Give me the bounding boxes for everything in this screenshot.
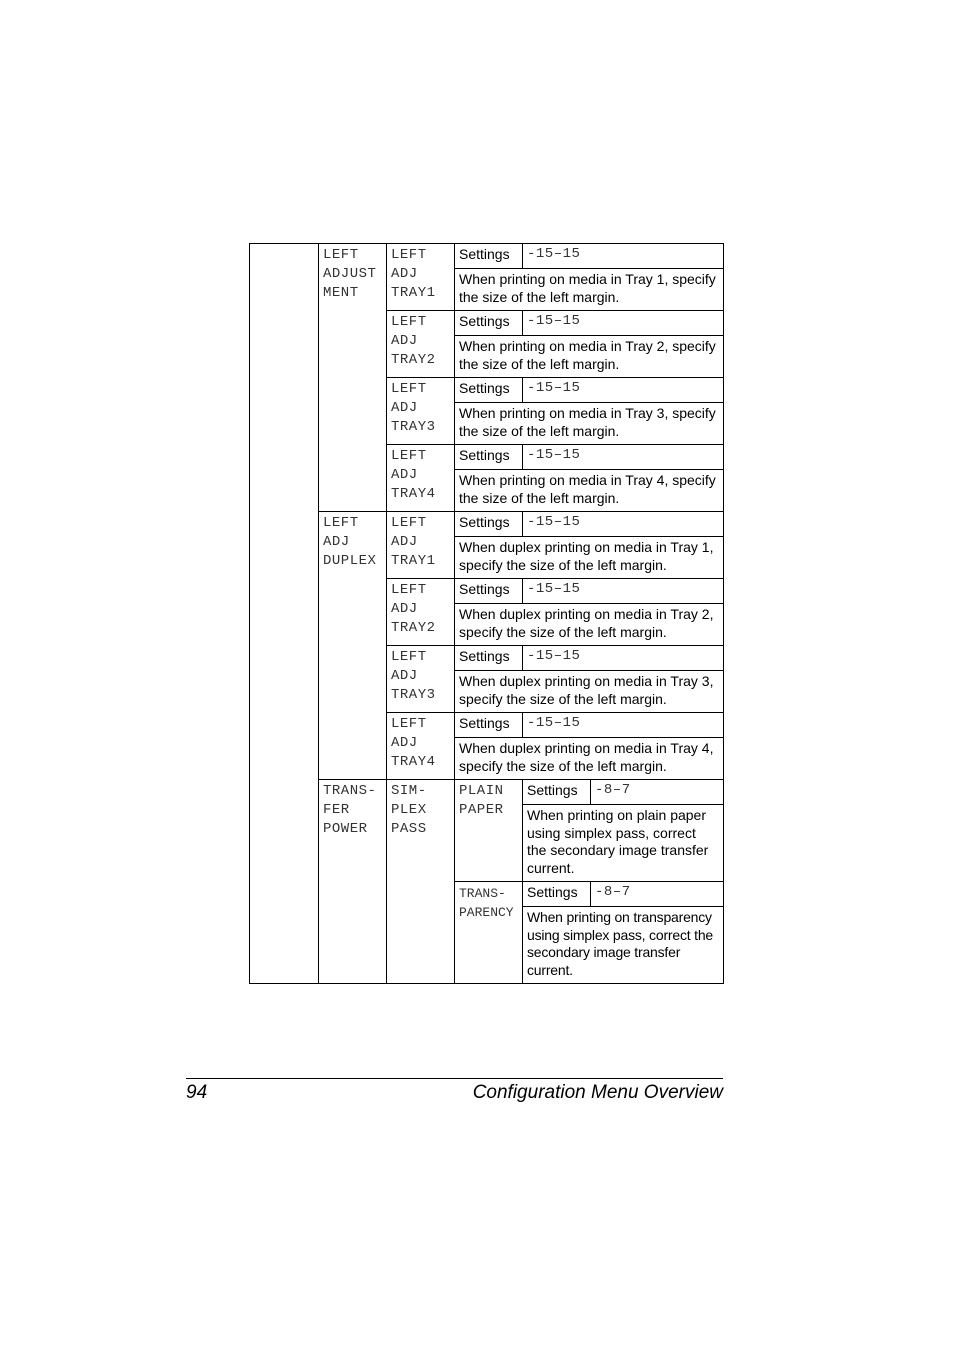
- left-adj-duplex-label: LEFT ADJ DUPLEX: [319, 512, 387, 780]
- setting-description: When printing on media in Tray 2, specify the size of the left margin.: [455, 336, 724, 378]
- setting-description: When printing on media in Tray 4, specify the size of the left margin.: [455, 470, 724, 512]
- settings-label: Settings: [455, 378, 523, 403]
- settings-label: Settings: [455, 579, 523, 604]
- footer-divider: [186, 1078, 723, 1079]
- left-adj-tray3-label: LEFT ADJ TRAY3: [387, 378, 455, 445]
- duplex-tray3-label: LEFT ADJ TRAY3: [387, 646, 455, 713]
- settings-label: Settings: [455, 512, 523, 537]
- settings-value: -15–15: [523, 445, 724, 470]
- settings-value: -15–15: [523, 311, 724, 336]
- simplex-pass-label: SIM- PLEX PASS: [387, 780, 455, 984]
- settings-label: Settings: [523, 780, 591, 805]
- footer-title: Configuration Menu Overview: [472, 1082, 723, 1103]
- setting-description: When printing on media in Tray 3, specify the size of the left margin.: [455, 403, 724, 445]
- settings-label: Settings: [455, 311, 523, 336]
- setting-description: When printing on transparency using simplex pass, correct the secondary image transfer current.: [523, 907, 724, 984]
- setting-description: When printing on plain paper using simplex pass, correct the secondary image transfer current.: [523, 805, 724, 882]
- duplex-tray4-label: LEFT ADJ TRAY4: [387, 713, 455, 780]
- settings-label: Settings: [455, 646, 523, 671]
- settings-value: -15–15: [523, 244, 724, 269]
- setting-description: When duplex printing on media in Tray 1, specify the size of the left margin.: [455, 537, 724, 579]
- left-adj-tray2-label: LEFT ADJ TRAY2: [387, 311, 455, 378]
- settings-value: -15–15: [523, 646, 724, 671]
- setting-description: When duplex printing on media in Tray 2, specify the size of the left margin.: [455, 604, 724, 646]
- settings-label: Settings: [455, 713, 523, 738]
- settings-value: -15–15: [523, 579, 724, 604]
- page-number: 94: [186, 1082, 208, 1103]
- table-row: [250, 780, 724, 805]
- setting-description: When duplex printing on media in Tray 4, specify the size of the left margin.: [455, 738, 724, 780]
- transfer-power-label: TRANS- FER POWER: [319, 780, 387, 984]
- settings-value: -8–7: [591, 882, 724, 907]
- table-row: [250, 512, 724, 537]
- settings-value: -8–7: [591, 780, 724, 805]
- empty-column-cell: [250, 244, 319, 984]
- duplex-tray2-label: LEFT ADJ TRAY2: [387, 579, 455, 646]
- settings-value: -15–15: [523, 713, 724, 738]
- settings-value: -15–15: [523, 512, 724, 537]
- plain-paper-label: PLAIN PAPER: [455, 780, 523, 882]
- transparency-label: TRANS- PARENCY: [455, 882, 523, 984]
- settings-label: Settings: [455, 244, 523, 269]
- duplex-tray1-label: LEFT ADJ TRAY1: [387, 512, 455, 579]
- left-adjustment-label: LEFT ADJUST MENT: [319, 244, 387, 512]
- left-adj-tray1-label: LEFT ADJ TRAY1: [387, 244, 455, 311]
- settings-label: Settings: [523, 882, 591, 907]
- table-row: [250, 244, 724, 269]
- settings-value: -15–15: [523, 378, 724, 403]
- left-adj-tray4-label: LEFT ADJ TRAY4: [387, 445, 455, 512]
- settings-label: Settings: [455, 445, 523, 470]
- setting-description: When duplex printing on media in Tray 3, specify the size of the left margin.: [455, 671, 724, 713]
- setting-description: When printing on media in Tray 1, specify the size of the left margin.: [455, 269, 724, 311]
- menu-table: [249, 243, 724, 984]
